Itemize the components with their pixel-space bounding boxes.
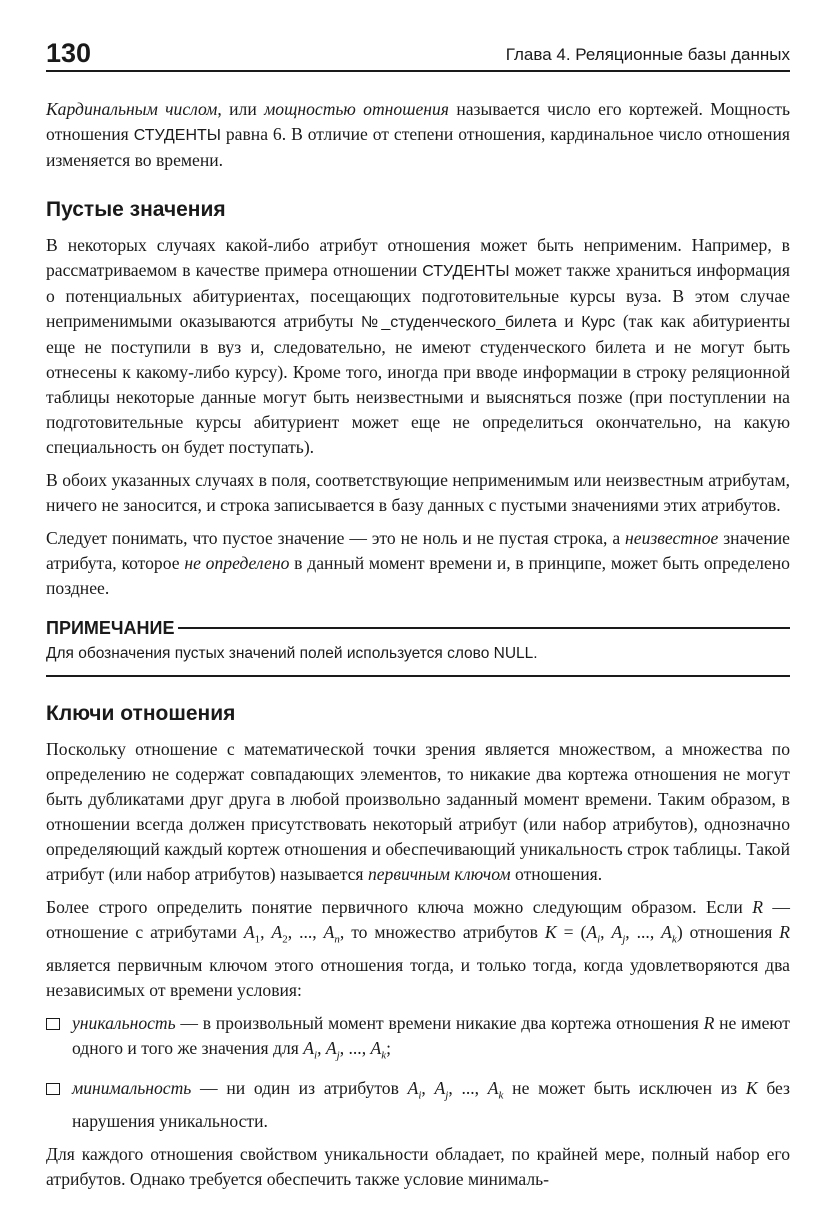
page-body — [46, 97, 790, 1192]
paragraph-keys-2: Более строго определить понятие первичного ключа можно следующим образом. Если R — отношение с атрибутами $A_1$, $A_2$, ..., $A_n$, то множество атрибутов $K = (A_i$, $A_j$, ..., $A_k$) отношения R является первичным ключом этого отношения тогда, и только тогда, когда удовлетворяются два независимых от времени условия: — [46, 897, 791, 1000]
page-header — [46, 38, 790, 72]
chapter-title: Глава 4. Реляционные базы данных — [505, 45, 790, 64]
checkbox-bullet-icon — [46, 1083, 60, 1095]
note-rule — [178, 627, 790, 629]
paragraph-empty-values-2: В обоих указанных случаях в поля, соответствующие неприменимым или неизвестным атрибутам, ничего не заносится, и строка записывается в базу данных с пустыми значениями этих атрибутов. — [46, 470, 790, 515]
paragraph-empty-values-3: Следует понимать, что пустое значение — это не ноль и не пустая строка, а неизвестное значение атрибута, которое не определено в данный момент времени и, в принципе, может быть определено позднее. — [46, 528, 790, 598]
paragraph-keys-3: Для каждого отношения свойством уникальности обладает, по крайней мере, полный набор его атрибутов. Однако требуется обеспечить также условие минималь- — [46, 1143, 790, 1189]
note-header — [46, 617, 790, 639]
paragraph-empty-values-1: В некоторых случаях какой-либо атрибут отношения может быть неприменим. Например, в рассматриваемом в качестве примера отношении СТУДЕНТЫ может также храниться информация о потенциальных абитуриентах, посещающих подготовительные курсы вуза. В этом случае неприменимыми оказываются атрибуты №_студенческого_билета и Курс (так как абитуриенты еще не поступили в вуз и, следовательно, не имеют студенческого билета и не могут быть отнесены к какому-либо курсу). Кроме того, иногда при вводе информации в строку реляционной таблицы некоторые данные могут быть неизвестными и выясняться позже (при поступлении на подготовительные курсы абитуриент может еще не определиться окончательно, на какую специальность он будет поступать). — [46, 235, 791, 457]
checkbox-bullet-icon — [46, 1018, 60, 1030]
paragraph-cardinality: Кардинальным числом, или мощностью отношения называется число его кортежей. Мощность отношения СТУДЕНТЫ равна 6. В отличие от степени отношения, кардинальное число отношения изменяется во времени. — [46, 99, 790, 170]
note-box — [46, 617, 790, 677]
note-title: ПРИМЕЧАНИЕ — [46, 618, 175, 638]
page-number: 130 — [46, 38, 92, 68]
heading-relation-keys: Ключи отношения — [46, 702, 236, 725]
paragraph-keys-1: Поскольку отношение с математической точки зрения является множеством, а множества по определению не содержат совпадающих элементов, то никакие два кортежа отношения не могут быть дубликатами друг друга в любой произвольно заданный момент времени. Таким образом, в отношении всегда должен присутствовать некоторый атрибут (или набор атрибутов), однозначно определяющий каждый кортеж отношения и обеспечивающий уникальность строк таблицы. Такой атрибут (или набор атрибутов) называется первичным ключом отношения. — [46, 739, 790, 884]
list-item-minimality: минимальность — ни один из атрибутов $A_i$, $A_j$, ..., $A_k$ не может быть исключен из K без нарушения уникальности. — [46, 1076, 790, 1134]
list-item-uniqueness: уникальность — в произвольный момент времени никакие два кортежа отношения R не имеют одного и того же значения для $A_i$, $A_j$, ..., $A_k$; — [46, 1011, 790, 1069]
note-text: Для обозначения пустых значений полей используется слово NULL. — [46, 645, 538, 662]
heading-empty-values: Пустые значения — [46, 198, 226, 221]
